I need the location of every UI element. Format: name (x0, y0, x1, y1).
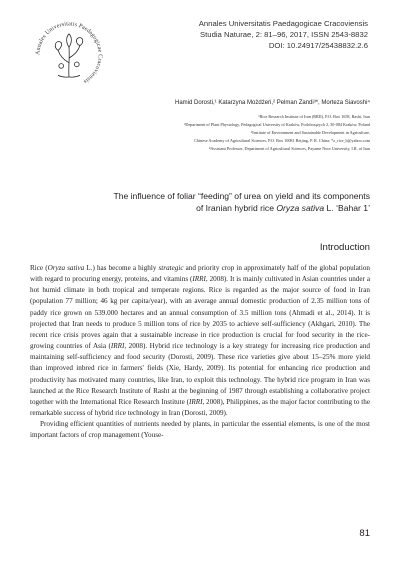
journal-logo (30, 16, 108, 94)
page-number: 81 (359, 528, 370, 539)
journal-volume: Studia Naturae, 2: 81–96, 2017, ISSN 2543-8832 (200, 30, 368, 39)
species-name: Oryza sativa (276, 203, 325, 213)
journal-header (128, 18, 368, 51)
affiliation-3b: Chinese Academy of Agricultural Sciences, P.O. Box 10081 Beijing, P. R. China; *z_rice_b@yahoo.com (194, 138, 370, 144)
paragraph-1: Rice (Oryza sativa L.) has become a highly strategic and priority crop in approximately half of the global population with regard to procuring energy, proteins, and vitamins (IRRI, 2008). It is mainly cultivated in Asian countries under a hot humid climate in both tropical and temperate regions. Rice is regarded as the major source of food in Iran (population 77 million; 46 kg per capita/year), with an average annual domestic production of 2.35 million tons of paddy rice grown on 539.000 hectares and an annual consumption of 3.5 million tons (Ahmadi et al., 2014). It is projected that Iran needs to produce 5 million tons of rice by 2035 to achieve self-sufficiency (Akhgari, 2010). The recent rice crisis proves again that a sustainable increase in rice production is crucial for food security in the rice-growing countries of Asia (IRRI, 2008). Hybrid rice technology is a key strategy for increasing rice production and maintaining self-sufficiency and food security (Dorosti, 2009). These rice varieties give about 15–25% more yield than improved inbred rice in farmers' fields (Xie, Hardy, 2009). Its potential for enhancing rice production and productivity has motivated many countries, like Iran, to exploit this technology. The hybrid rice program in Iran was launched at the Rice Research Institute of Rasht at the beginning of 1987 through establishing a collaborative project together with the International Rice Research Institute (IRRI, 2008), Philippines, as the major factor contributing to the remarkable success of hybrid rice technology in Iran (Dorosti, 2009). (30, 264, 370, 418)
author-list: Hamid Dorosti,¹ Katarzyna Możdżeń,² Pelman Zandi³*, Morteza Siavoshi⁴ (175, 100, 370, 106)
journal-doi: DOI: 10.24917/25438832.2.6 (268, 41, 368, 50)
plant-drawing-icon (55, 34, 82, 77)
title-line-2: of Iranian hybrid rice Oryza sativa L. ‘Bahar 1’ (196, 203, 370, 213)
paragraph-2: Providing efficient quantities of nutrients needed by plants, in particular the essential elements, is one of the most important factors of crop management (Youse- (30, 420, 370, 440)
affiliation-2: ²Department of Plant Physiology, Pedagogical University of Kraków, Podchorążych 2, 30-084 Kraków, Poland (184, 122, 370, 128)
affiliation-1: ¹Rice Research Institute of Iran (RRII), P.O. Box 1658, Rasht, Iran (258, 114, 370, 119)
logo-ring-text: Annales Universitatis Paedagogicae Cracoviensis (35, 21, 103, 85)
title-line-1: The influence of foliar “feeding” of urea on yield and its components (113, 191, 370, 201)
section-heading: Introduction (319, 242, 370, 253)
article-title (40, 190, 370, 214)
affiliation-3a: ³Institute of Environment and Sustainable Development in Agriculture, (251, 130, 370, 136)
journal-name: Annales Universitatis Paedagogicae Cracoviensis (198, 19, 368, 28)
affiliation-4: ⁴Assistant Professor, Department of Agricultural Sciences, Payame Noor University, I.R. of Iran (208, 146, 370, 152)
body-text (30, 263, 370, 442)
affiliations (40, 113, 370, 153)
